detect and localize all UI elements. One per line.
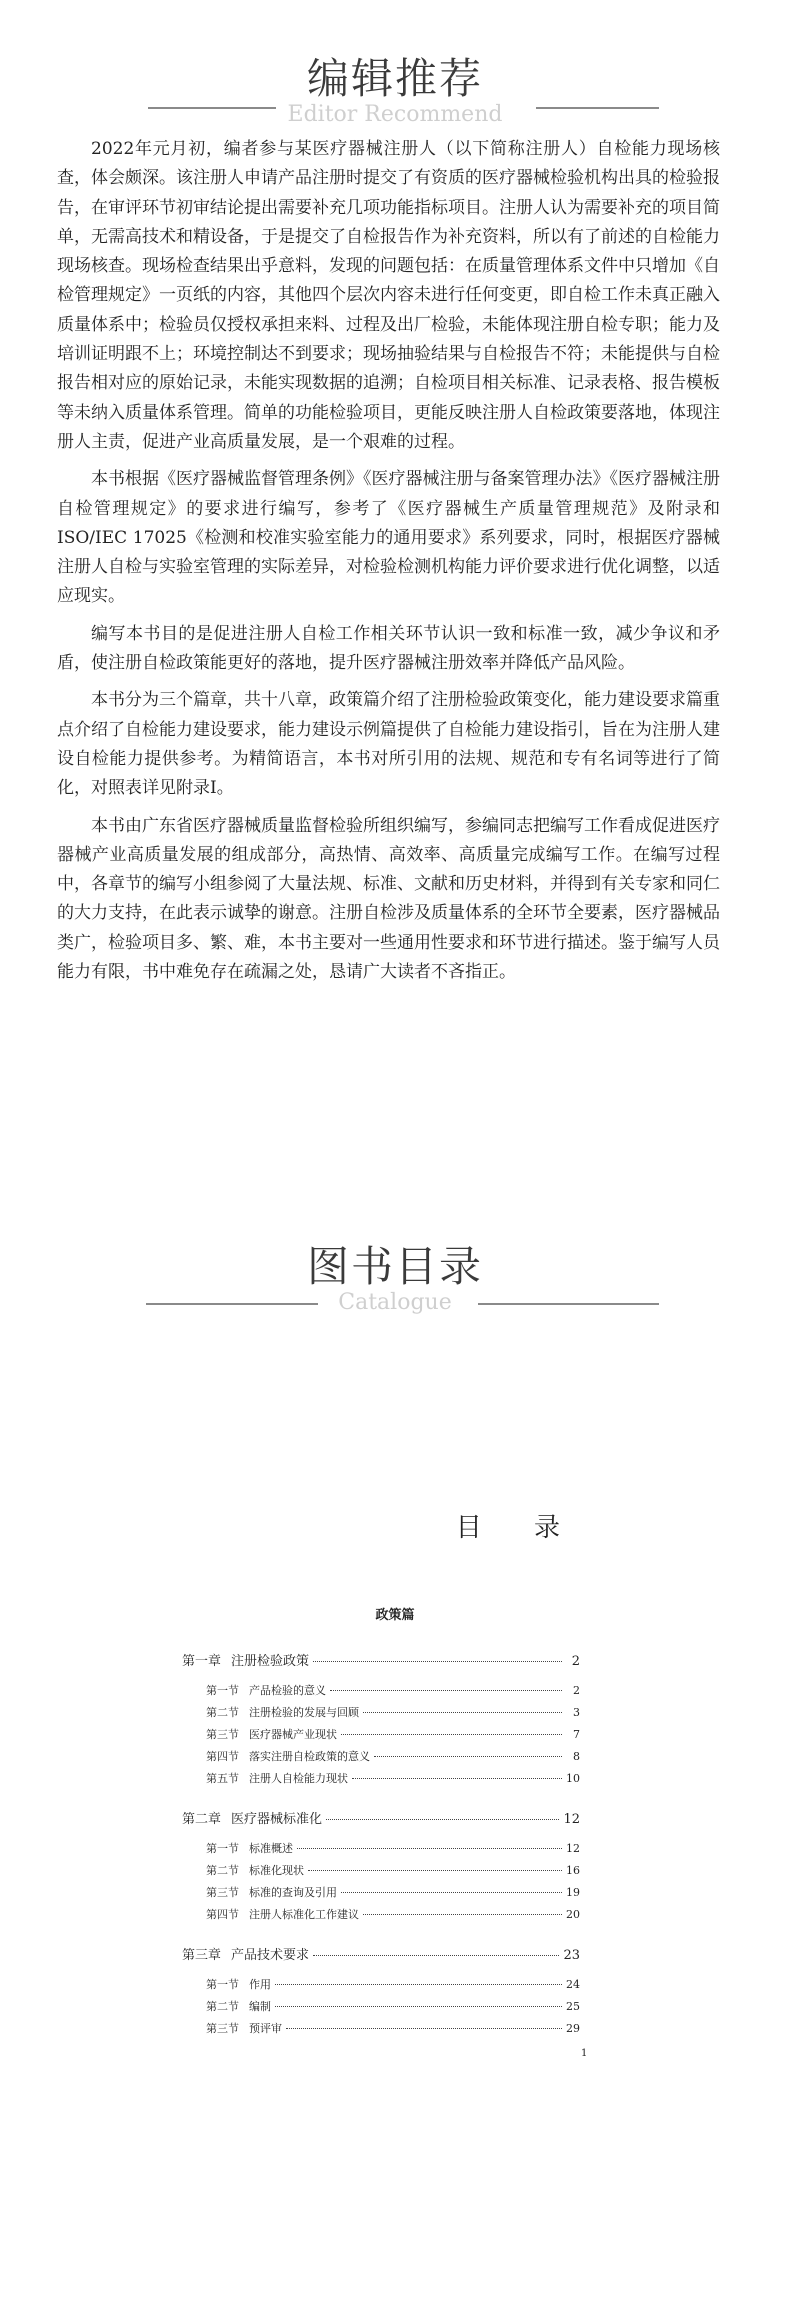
toc-section [182, 2020, 580, 2042]
toc-entry-title: 医疗器械产业现状 [249, 1728, 337, 1741]
preface-paragraph: 本书根据《医疗器械监督管理条例》《医疗器械注册与备案管理办法》《医疗器械注册自检管理规定》的要求进行编写，参考了《医疗器械生产质量管理规范》及附录和 ISO/IEC 17025《检测和校准实验室能力的通用要求》系列要求，同时，根据医疗器械注册人自检与实验室管理的实际差异，对检验检测机构能力评价要求进行优化调整，以适应现实。 [57, 469, 720, 607]
preface-paragraph: 本书分为三个篇章，共十八章，政策篇介绍了注册检验政策变化，能力建设要求篇重点介绍了自检能力建设要求，能力建设示例篇提供了自检能力建设指引，旨在为注册人建设自检能力提供参考。为精简语言，本书对所引用的法规、规范和专有名词等进行了简化，对照表详见附录Ⅰ。 [57, 690, 720, 799]
toc-entry-label: 第一节 [206, 1978, 239, 1991]
toc-leader-dots [374, 1756, 562, 1757]
toc-page-number: 25 [566, 2000, 580, 2013]
toc-part-title: 政策篇 [375, 1608, 415, 1623]
toc-section [182, 1682, 580, 1704]
toc-page-number: 12 [563, 1812, 580, 1827]
toc-leader-dots [275, 1984, 562, 1985]
toc-entry-title: 预评审 [249, 2022, 282, 2035]
toc-section [182, 1884, 580, 1906]
toc-entry-label: 第三节 [206, 2022, 239, 2035]
preface-divider-left [148, 107, 276, 109]
toc-leader-dots [313, 1955, 559, 1956]
toc-entry-title: 注册人自检能力现状 [249, 1772, 348, 1785]
toc-leader-dots [363, 1712, 562, 1713]
toc-entry-title: 标准的查询及引用 [249, 1886, 337, 1899]
toc-leader-dots [275, 2006, 562, 2007]
toc-page-number: 7 [573, 1728, 580, 1741]
toc-entry-label: 第三节 [206, 1886, 239, 1899]
toc-entry-title: 标准化现状 [249, 1864, 304, 1877]
toc-section [182, 1748, 580, 1770]
toc-leader-dots [313, 1661, 562, 1662]
toc-entry-title: 产品检验的意义 [249, 1684, 326, 1697]
preface-body [57, 135, 720, 995]
catalogue-divider-left [146, 1303, 318, 1305]
toc-leader-dots [363, 1914, 562, 1915]
toc-page-number: 23 [563, 1948, 580, 1963]
toc-entry-label: 第四节 [206, 1908, 239, 1921]
preface-paragraph: 编写本书目的是促进注册人自检工作相关环节认识一致和标准一致，减少争议和矛盾，使注册自检政策能更好的落地，提升医疗器械注册效率并降低产品风险。 [57, 623, 720, 674]
toc-page-number: 16 [566, 1864, 580, 1877]
toc-entry-title: 产品技术要求 [231, 1948, 310, 1963]
toc-heading: 目 录 [455, 1513, 582, 1543]
toc-section [182, 1862, 580, 1884]
toc-section [182, 1704, 580, 1726]
toc-page-number: 12 [566, 1842, 580, 1855]
toc-section [182, 1840, 580, 1862]
toc-page-number: 19 [566, 1886, 580, 1899]
page-number: 1 [581, 2048, 588, 2059]
catalogue-header [0, 1242, 790, 1315]
toc-entry-title: 作用 [249, 1978, 271, 1991]
toc-entry-title: 注册检验政策 [231, 1654, 310, 1669]
toc-chapter [182, 1808, 580, 1834]
preface-paragraph: 本书由广东省医疗器械质量监督检验所组织编写，参编同志把编写工作看成促进医疗器械产业高质量发展的组成部分，高热情、高效率、高质量完成编写工作。在编写过程中，各章节的编写小组参阅了大量法规、标准、文献和历史材料，并得到有关专家和同仁的大力支持，在此表示诚挚的谢意。注册自检涉及质量体系的全环节全要素，医疗器械品类广，检验项目多、繁、难，本书主要对一些通用性要求和环节进行描述。鉴于编写人员能力有限，书中难免存在疏漏之处，恳请广大读者不吝指正。 [57, 815, 720, 983]
toc-chapter [182, 1650, 580, 1676]
preface-title: 编辑推荐 [306, 54, 483, 103]
toc-spacer [182, 1792, 580, 1808]
preface-divider-right [536, 107, 659, 109]
toc-leader-dots [330, 1690, 562, 1691]
table-of-contents [182, 1650, 580, 2042]
toc-leader-dots [308, 1870, 562, 1871]
toc-leader-dots [297, 1848, 562, 1849]
toc-section [182, 1906, 580, 1928]
toc-entry-title: 医疗器械标准化 [231, 1812, 323, 1827]
toc-entry-label: 第三节 [206, 1728, 239, 1741]
toc-entry-title: 注册检验的发展与回顾 [249, 1706, 359, 1719]
toc-spacer [182, 1928, 580, 1944]
toc-chapter [182, 1944, 580, 1970]
toc-entry-title: 标准概述 [249, 1842, 293, 1855]
toc-entry-label: 第五节 [206, 1772, 239, 1785]
toc-entry-label: 第二节 [206, 1706, 239, 1719]
toc-section [182, 1770, 580, 1792]
catalogue-title: 图书目录 [306, 1242, 483, 1291]
toc-page-number: 3 [573, 1706, 580, 1719]
toc-entry-title: 编制 [249, 2000, 271, 2013]
toc-section [182, 1998, 580, 2020]
toc-page-number: 20 [566, 1908, 580, 1921]
toc-entry-label: 第二节 [206, 2000, 239, 2013]
catalogue-subtitle: Catalogue [338, 1290, 452, 1315]
toc-page-number: 2 [571, 1654, 580, 1669]
toc-leader-dots [341, 1734, 562, 1735]
toc-entry-label: 第二章 [182, 1812, 222, 1827]
preface-paragraph: 2022年元月初，编者参与某医疗器械注册人（以下简称注册人）自检能力现场核查，体会颇深。该注册人申请产品注册时提交了有资质的医疗器械检验机构出具的检验报告，在审评环节初审结论提出需要补充几项功能指标项目。注册人认为需要补充的项目简单，无需高技术和精设备，于是提交了自检报告作为补充资料，所以有了前述的自检能力现场核查。现场检查结果出乎意料，发现的问题包括：在质量管理体系文件中只增加《自检管理规定》一页纸的内容，其他四个层次内容未进行任何变更，即自检工作未真正融入质量体系中；检验员仅授权承担来料、过程及出厂检验，未能体现注册自检专职；能力及培训证明跟不上；环境控制达不到要求；现场抽验结果与自检报告不符；未能提供与自检报告相对应的原始记录，未能实现数据的追溯；自检项目相关标准、记录表格、报告模板等未纳入质量体系管理。简单的功能检验项目，更能反映注册人自检政策要落地，体现注册人主责，促进产业高质量发展，是一个艰难的过程。 [57, 139, 720, 452]
toc-entry-label: 第一节 [206, 1684, 239, 1697]
toc-entry-label: 第二节 [206, 1864, 239, 1877]
toc-page-number: 29 [566, 2022, 580, 2035]
toc-entry-label: 第四节 [206, 1750, 239, 1763]
toc-page-number: 8 [573, 1750, 580, 1763]
toc-entry-title: 注册人标准化工作建议 [249, 1908, 359, 1921]
toc-section [182, 1976, 580, 1998]
toc-leader-dots [341, 1892, 562, 1893]
preface-subtitle: Editor Recommend [287, 102, 503, 127]
toc-entry-label: 第一节 [206, 1842, 239, 1855]
catalogue-divider-right [478, 1303, 659, 1305]
toc-leader-dots [326, 1819, 559, 1820]
toc-leader-dots [352, 1778, 562, 1779]
toc-entry-title: 落实注册自检政策的意义 [249, 1750, 370, 1763]
toc-entry-label: 第一章 [182, 1654, 222, 1669]
toc-leader-dots [286, 2028, 562, 2029]
toc-page-number: 24 [566, 1978, 580, 1991]
toc-page-number: 10 [566, 1772, 580, 1785]
toc-entry-label: 第三章 [182, 1948, 222, 1963]
toc-section [182, 1726, 580, 1748]
preface-header [0, 54, 790, 127]
toc-page-number: 2 [573, 1684, 580, 1697]
